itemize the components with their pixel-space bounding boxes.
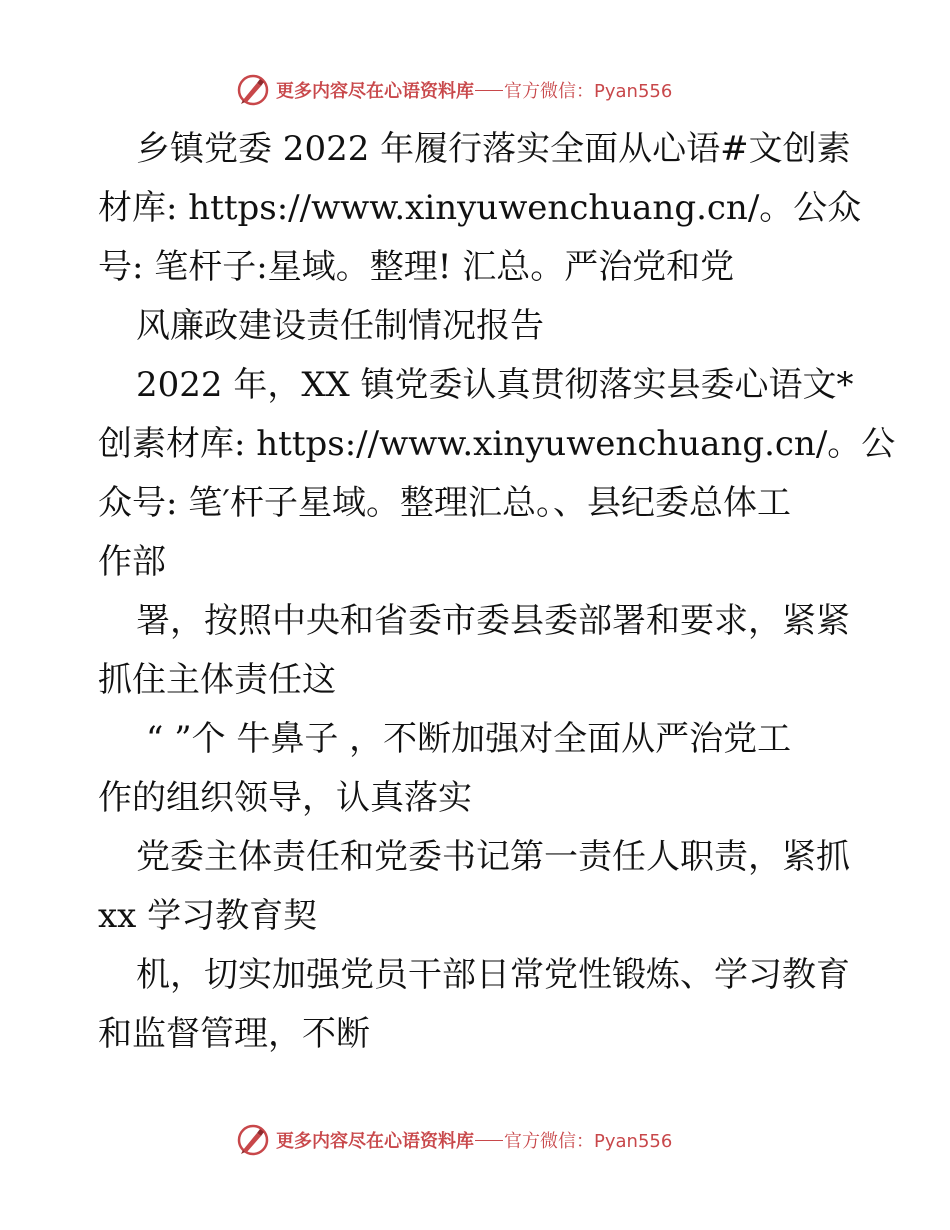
doc-line-9: 署，按照中央和省委市委县委部署和要求，紧紧 xyxy=(136,601,850,641)
doc-line-15: 机，切实加强党员干部日常党性锻炼、学习教育 xyxy=(136,955,850,995)
header-brand-text: 更多内容尽在心语资料库 xyxy=(276,81,474,102)
doc-line-14: xx 学习教育契 xyxy=(98,896,318,936)
doc-line-12: 作的组织领导，认真落实 xyxy=(98,778,472,818)
pen-logo-icon xyxy=(236,73,270,107)
pen-logo-icon xyxy=(236,1123,270,1157)
doc-line-1: 乡镇党委 2022 年履行落实全面从心语#文创素 xyxy=(136,129,851,169)
doc-line-3: 号: 笔杆子:星域。整理! 汇总。严治党和党 xyxy=(98,247,735,287)
doc-line-10: 抓住主体责任这 xyxy=(98,660,336,700)
footer-watermark xyxy=(236,1122,672,1158)
document-body xyxy=(98,126,896,1070)
footer-dash xyxy=(475,1140,503,1141)
doc-line-11: “ ”个 牛鼻子 ，不断加强对全面从严治党工 xyxy=(146,719,792,759)
doc-line-16: 和监督管理，不断 xyxy=(98,1014,370,1054)
doc-line-4: 风廉政建设责任制情况报告 xyxy=(136,306,544,346)
doc-line-7: 众号: 笔′杆子星域。整理汇总。、县纪委总体工 xyxy=(98,483,791,523)
footer-contact-text: 官方微信：Pyan556 xyxy=(504,1131,673,1152)
doc-line-13: 党委主体责任和党委书记第一责任人职责，紧抓 xyxy=(136,837,850,877)
doc-line-2: 材库: https://www.xinyuwenchuang.cn/。公众 xyxy=(98,188,862,228)
footer-brand-text: 更多内容尽在心语资料库 xyxy=(276,1131,474,1152)
header-contact-text: 官方微信：Pyan556 xyxy=(504,81,673,102)
doc-line-6: 创素材库: https://www.xinyuwenchuang.cn/。公 xyxy=(98,424,896,464)
doc-line-5: 2022 年，XX 镇党委认真贯彻落实县委心语文* xyxy=(136,365,854,405)
header-dash xyxy=(475,90,503,91)
doc-line-8: 作部 xyxy=(98,542,166,582)
header-watermark xyxy=(236,72,672,108)
